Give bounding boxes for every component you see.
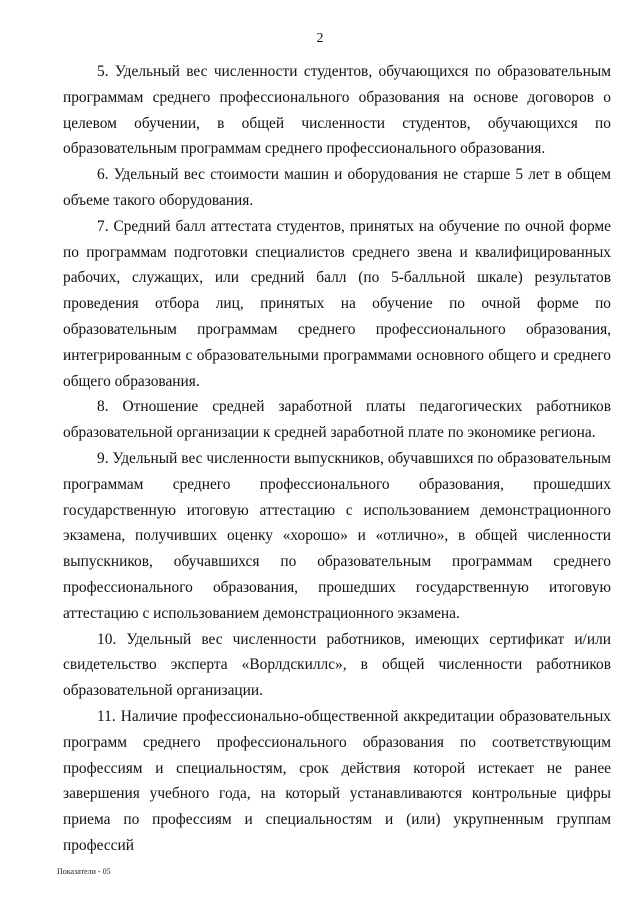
- footer-label: Показатели - 05: [57, 867, 111, 876]
- paragraph-item-5: 5. Удельный вес численности студентов, обучающихся по образовательным программам среднего профессионального образования на основе договоров о целевом обучении, в общей численности студентов, обучающихся по образовательным программам среднего профессионального образования.: [63, 63, 611, 158]
- paragraph-item-10: 10. Удельный вес численности работников, имеющих сертификат и/или свидетельство эксперта «Ворлдскиллс», в общей численности работников образовательной организации.: [63, 630, 611, 700]
- page-number: 2: [316, 31, 324, 46]
- paragraph-item-6: 6. Удельный вес стоимости машин и оборудования не старше 5 лет в общем объеме такого оборудования.: [63, 166, 611, 209]
- paragraph-item-8: 8. Отношение средней заработной платы педагогических работников образовательной организации к средней заработной плате по экономике региона.: [63, 398, 611, 442]
- paragraph-item-9: 9. Удельный вес численности выпускников, обучавшихся по образовательным программам среднего профессионального образования, прошедших государственную итоговую аттестацию с использованием демонстрационного экзамена, получивших оценку «хорошо» и «отлично», в общей численности выпускников, обучавшихся по образовательным программам среднего профессионального образования, прошедших государственную итоговую аттестацию с использованием демонстрационного экзамена.: [63, 449, 611, 622]
- paragraph-item-11: 11. Наличие профессионально-общественной аккредитации образовательных программ среднего профессионального образования по соответствующим профессиям и специальностям, срок действия которой истекает не ранее завершения учебного года, на который устанавливаются контрольные цифры приема по профессиям и специальностям и (или) укрупненным группам профессий: [63, 707, 611, 854]
- paragraph-item-7: 7. Средний балл аттестата студентов, принятых на обучение по очной форме по программам подготовки специалистов среднего звена и квалифицированных рабочих, служащих, или средний балл (по 5-балльной шкале) результатов проведения отбора лиц, принятых на обучение по очной форме по образовательным программам среднего профессионального образования, интегрированным с образовательными программами основного общего и среднего общего образования.: [63, 217, 611, 390]
- document-body: [63, 59, 611, 859]
